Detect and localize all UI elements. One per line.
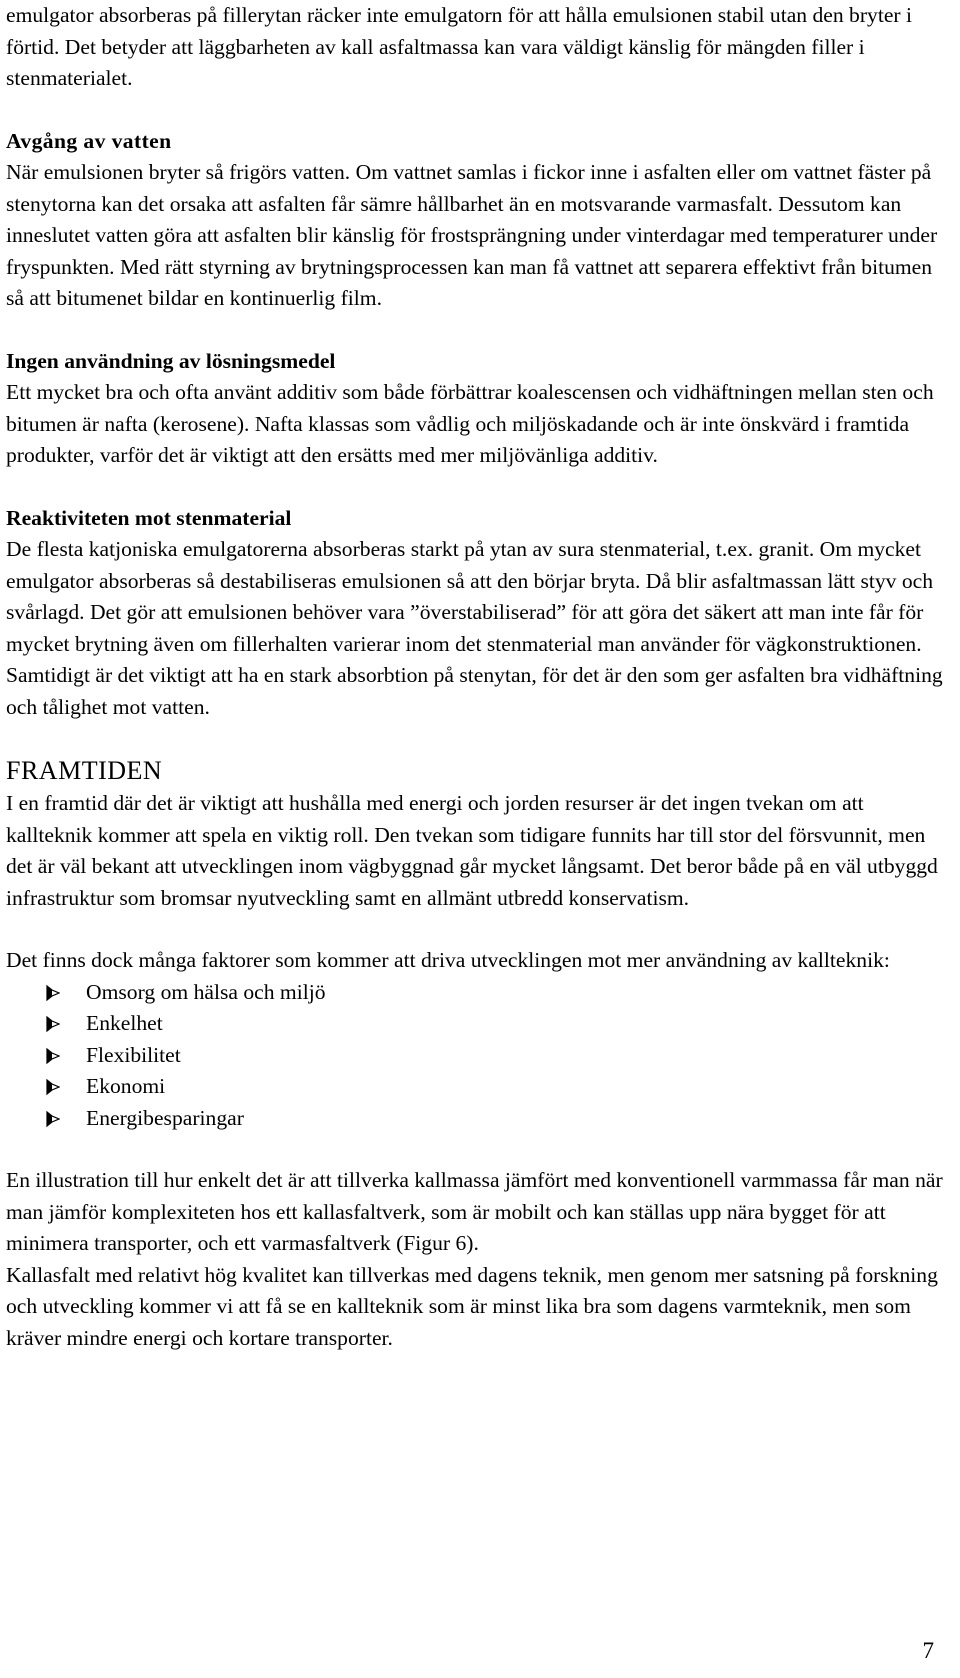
factors-list — [6, 977, 954, 1135]
arrow-bullet-icon — [46, 985, 60, 1001]
list-item-label: Energibesparingar — [86, 1105, 244, 1130]
intro-paragraph: emulgator absorberas på fillerytan räcker inte emulgatorn för att hålla emulsionen stabil utan den bryter i förtid. Det betyder att läggbarheten av kall asfaltmassa kan vara väldigt känslig för mängden filler i stenmaterialet. — [6, 3, 913, 90]
list-item-label: Enkelhet — [86, 1011, 163, 1035]
heading-reaktiviteten-mot-stenmaterial: Reaktiviteten mot stenmaterial — [6, 505, 292, 530]
list-item-label: Ekonomi — [86, 1074, 166, 1098]
list-item — [6, 1071, 954, 1103]
arrow-bullet-icon — [46, 1016, 60, 1032]
heading-framtiden: FRAMTIDEN — [6, 756, 163, 785]
arrow-bullet-icon — [46, 1079, 60, 1095]
paragraph-illustration: En illustration till hur enkelt det är att tillverka kallmassa jämfört med konventionell varmmassa får man när man jämför komplexiteten hos ett kallasfaltverk, som är mobilt och kan ställas upp nära bygget för att minimera transporter, och ett varmasfaltverk (Figur 6). — [6, 1168, 943, 1255]
arrow-bullet-icon — [46, 1048, 60, 1064]
spacer — [6, 472, 954, 503]
list-item-label: Flexibilitet — [86, 1042, 181, 1067]
paragraph-avgang-av-vatten: När emulsionen bryter så frigörs vatten. Om vattnet samlas i fickor inne i asfalten eller om vattnet fäster på stenytorna kan det orsaka att asfalten får sämre hållbarhet än en motsvarande varmasfalt. Dessutom kan inneslutet vatten göra att asfalten blir känslig för frostsprängning under vinterdagar med temperaturer under fryspunkten. Med rätt styrning av brytningsprocessen kan man få vattnet att separera effektivt från bitumen så att bitumenet bildar en kontinuerlig film. — [6, 160, 938, 310]
paragraph-closing: Kallasfalt med relativt hög kvalitet kan tillverkas med dagens teknik, men genom mer satsning på forskning och utveckling kommer vi att få se en kallteknik som är minst lika bra som dagens varmteknik, men som kräver mindre energi och kortare transporter. — [6, 1262, 938, 1350]
paragraph-reaktivitet: De flesta katjoniska emulgatorerna absorberas starkt på ytan av sura stenmaterial, t.ex. granit. Om mycket emulgator absorberas så destabiliseras emulsionen så att den börjar bryta. Då blir asfaltmassan lätt styv och svårlagd. Det gör att emulsionen behöver vara ”överstabiliserad” för att göra det säkert att man inte får för mycket brytning även om fillerhalten varierar inom det stenmaterial man använder för vägkonstruktionen. Samtidigt är det viktigt att ha en stark absorbtion på stenytan, för det är den som ger asfalten bra vidhäftning och tålighet mot vatten. — [6, 537, 943, 719]
spacer — [6, 1134, 954, 1165]
list-item-label: Omsorg om hälsa och miljö — [86, 979, 326, 1004]
spacer — [6, 914, 954, 945]
spacer — [6, 95, 954, 126]
paragraph-losningsmedel: Ett mycket bra och ofta använt additiv som både förbättrar koalescensen och vidhäftningen mellan sten och bitumen är nafta (kerosene). Nafta klassas som vådlig och miljöskadande och är inte önskvärd i framtida produkter, varför det är viktigt att den ersätts med mer miljövänliga additiv. — [6, 380, 934, 467]
paragraph-framtiden: I en framtid där det är viktigt att hushålla med energi och jorden resurser är det ingen tvekan om att kallteknik kommer att spela en viktig roll. Den tvekan som tidigare funnits har till stor del försvunnit, men det är väl bekant att utvecklingen inom vägbyggnad går mycket långsamt. Det beror både på en väl utbyggd infrastruktur som bromsar nyutveckling samt en allmänt utbredd konservatism. — [6, 791, 938, 910]
list-item — [6, 1040, 954, 1072]
list-item — [6, 977, 954, 1009]
paragraph-factors-intro: Det finns dock många faktorer som kommer att driva utvecklingen mot mer användning av kallteknik: — [6, 948, 890, 972]
list-item — [6, 1008, 954, 1040]
arrow-bullet-icon — [46, 1111, 60, 1127]
list-item — [6, 1103, 954, 1135]
heading-ingen-anvandning-av-losningsmedel: Ingen användning av lösningsmedel — [6, 348, 336, 373]
heading-avgang-av-vatten: Avgång av vatten — [6, 128, 172, 153]
page-number: 7 — [922, 1638, 934, 1663]
spacer — [6, 315, 954, 346]
document-page — [6, 0, 954, 1354]
spacer — [6, 723, 954, 754]
